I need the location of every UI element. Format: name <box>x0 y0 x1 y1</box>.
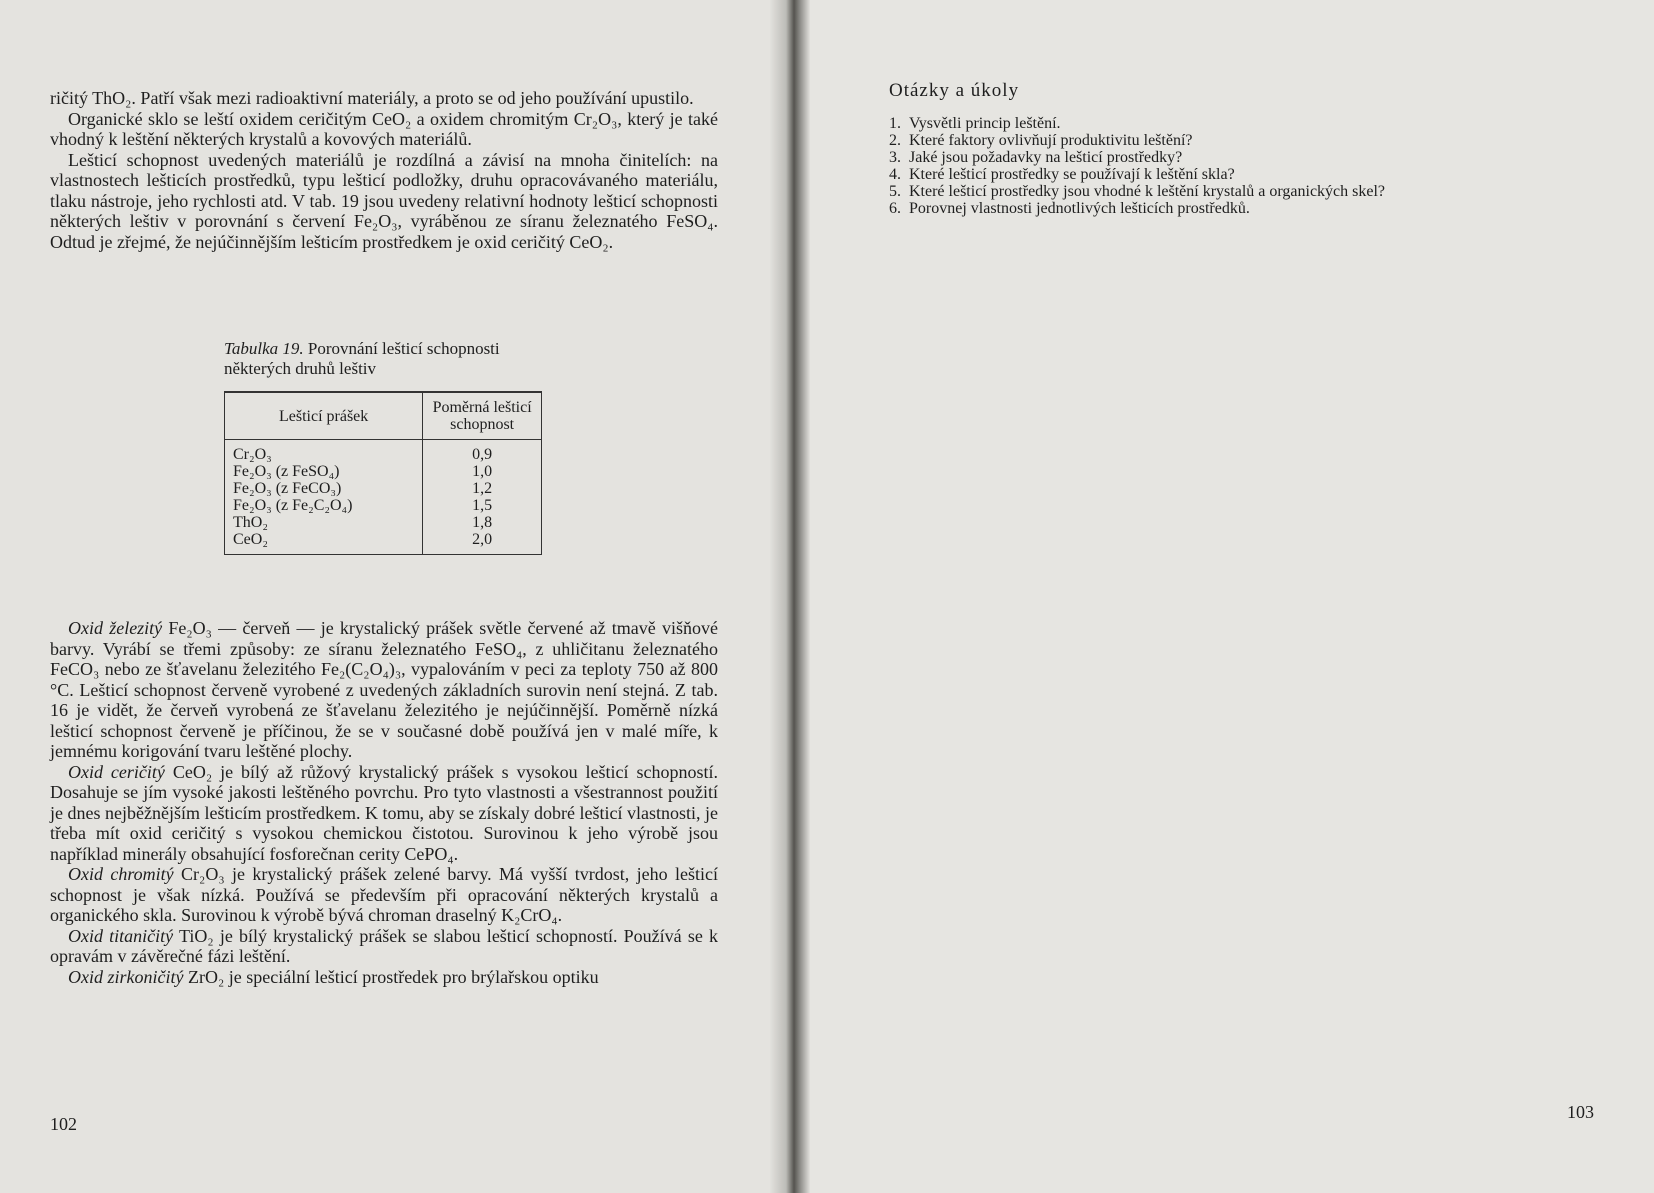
value-cell: 1,8 <box>423 514 542 531</box>
oxide-description: TiO₂ je bílý krystalický prášek se slabou lešticí schopností. Používá se k opravám v závěrečné fázi leštění. <box>50 925 718 966</box>
book-spine-gutter <box>770 0 810 1193</box>
question-item <box>889 166 1569 183</box>
oxide-paragraph <box>50 864 718 926</box>
table-row <box>225 531 542 555</box>
value-cell: 1,5 <box>423 497 542 514</box>
oxide-paragraph <box>50 618 718 762</box>
oxide-description: CeO₂ je bílý až růžový krystalický prášek s vysokou lešticí schopností. Dosahuje se jím vysoké jakosti leštěného povrchu. Pro tyto vlastnosti a všestrannost použití je dnes nejběžnějším lešticím prostředkem. K tomu, aby se získaly dobré lešticí vlastnosti, je třeba mít oxid ceričitý s vysokou chemickou čistotou. Surovinou k jeho výrobě jsou například minerály obsahující fosforečnan cerity CePO₄. <box>50 761 718 864</box>
oxide-term: Oxid železitý <box>68 618 163 638</box>
material-cell: Fe₂O₃ (z FeSO₄) <box>225 463 423 480</box>
material-cell: Cr₂O₃ <box>225 440 423 464</box>
table-row <box>225 480 542 497</box>
question-item <box>889 149 1569 166</box>
question-number: 3. <box>889 149 901 166</box>
table-caption-number: Tabulka 19. <box>224 339 304 358</box>
oxide-description: Cr₂O₃ je krystalický prášek zelené barvy. Má vyšší tvrdost, jeho lešticí schopnost je však nízká. Používá se především při opracování některých krystalů a organického skla. Surovinou k výrobě bývá chroman draselný K₂CrO₄. <box>50 864 718 925</box>
question-item <box>889 183 1569 200</box>
left-page <box>0 0 798 1193</box>
question-text: Které lešticí prostředky se používají k leštění skla? <box>909 166 1235 183</box>
material-cell: Fe₂O₃ (z Fe₂C₂O₄) <box>225 497 423 514</box>
question-number: 4. <box>889 166 901 183</box>
value-cell: 1,2 <box>423 480 542 497</box>
material-cell: Fe₂O₃ (z FeCO₃) <box>225 480 423 497</box>
question-item <box>889 200 1569 217</box>
question-number: 6. <box>889 200 901 217</box>
question-number: 1. <box>889 115 901 132</box>
oxide-description: Fe₂O₃ — červeň — je krystalický prášek světle červené až tmavě višňové barvy. Vyrábí se třemi způsoby: ze síranu železnatého FeSO₄, z uhličitanu železnatého FeCO₃ nebo ze šťavelanu železitého Fe₂(C₂O₄)₃, vypalováním v peci za teploty 750 až 800 °C. Lešticí schopnost červeně vyrobené z uvedených základních surovin není stejná. Z tab. 16 je vidět, že červeň vyrobená ze šťavelanu železitého je nejúčinnější. Poměrně nízká lešticí schopnost červeně je příčinou, že se v současné době používá jen v malé míře, k jemnému korigování tvaru leštěné plochy. <box>50 618 718 761</box>
oxides-text <box>50 618 718 987</box>
question-text: Vysvětli princip leštění. <box>909 115 1061 132</box>
material-cell: CeO₂ <box>225 531 423 555</box>
table-row <box>225 514 542 531</box>
table-caption <box>224 339 554 379</box>
right-page <box>798 0 1654 1193</box>
paragraph: Organické sklo se leští oxidem ceričitým CeO₂ a oxidem chromitým Cr₂O₃, který je také vhodný k leštění některých krystalů a kovových materiálů. <box>50 108 718 149</box>
question-text: Které lešticí prostředky jsou vhodné k leštění krystalů a organických skel? <box>909 183 1386 200</box>
oxide-term: Oxid chromitý <box>68 864 174 884</box>
table-caption-text: Porovnání lešticí schopnosti některých druhů leštiv <box>224 339 500 378</box>
oxide-paragraph <box>50 967 718 988</box>
polishing-powder-table <box>224 391 542 555</box>
oxide-term: Oxid ceričitý <box>68 761 165 782</box>
question-text: Které faktory ovlivňují produktivitu leštění? <box>909 132 1193 149</box>
oxide-paragraph <box>50 926 718 967</box>
material-cell: ThO₂ <box>225 514 423 531</box>
questions-heading: Otázky a úkoly <box>889 80 1020 101</box>
question-text: Porovnej vlastnosti jednotlivých lešticích prostředků. <box>909 200 1250 217</box>
table-row <box>225 463 542 480</box>
question-item <box>889 132 1569 149</box>
column-header-value: Poměrná lešticí schopnost <box>423 392 542 440</box>
oxide-term: Oxid zirkoničitý <box>68 966 184 987</box>
oxide-description: ZrO₂ je speciální lešticí prostředek pro brýlařskou optiku <box>183 966 599 987</box>
question-text: Jaké jsou požadavky na lešticí prostředky? <box>909 149 1183 166</box>
paragraph: Lešticí schopnost uvedených materiálů je rozdílná a závisí na mnoha činitelích: na vlastnostech lešticích prostředků, typu lešticí podložky, druhu opracovávaného materiálu, tlaku nástroje, jeho rychlosti atd. V tab. 19 jsou uvedeny relativní hodnoty lešticí schopnosti některých leštiv v porovnání s červení Fe₂O₃, vyráběnou ze síranu železnatého FeSO₄. Odtud je zřejmé, že nejúčinnějším lešticím prostředkem je oxid ceričitý CeO₂. <box>50 149 718 252</box>
question-item <box>889 115 1569 132</box>
table-row <box>225 440 542 464</box>
column-header-material: Lešticí prášek <box>225 392 423 440</box>
question-number: 5. <box>889 183 901 200</box>
questions-list <box>889 115 1569 217</box>
value-cell: 0,9 <box>423 440 542 464</box>
page-number-left: 102 <box>50 1114 77 1134</box>
page-number-right: 103 <box>1567 1102 1594 1122</box>
oxide-paragraph <box>50 762 718 865</box>
value-cell: 2,0 <box>423 531 542 555</box>
oxide-term: Oxid titaničitý <box>68 925 174 946</box>
paragraph: ričitý ThO₂. Patří však mezi radioaktivní materiály, a proto se od jeho používání upustilo. <box>50 88 694 108</box>
value-cell: 1,0 <box>423 463 542 480</box>
intro-text <box>50 88 718 252</box>
table-row <box>225 497 542 514</box>
question-number: 2. <box>889 132 901 149</box>
